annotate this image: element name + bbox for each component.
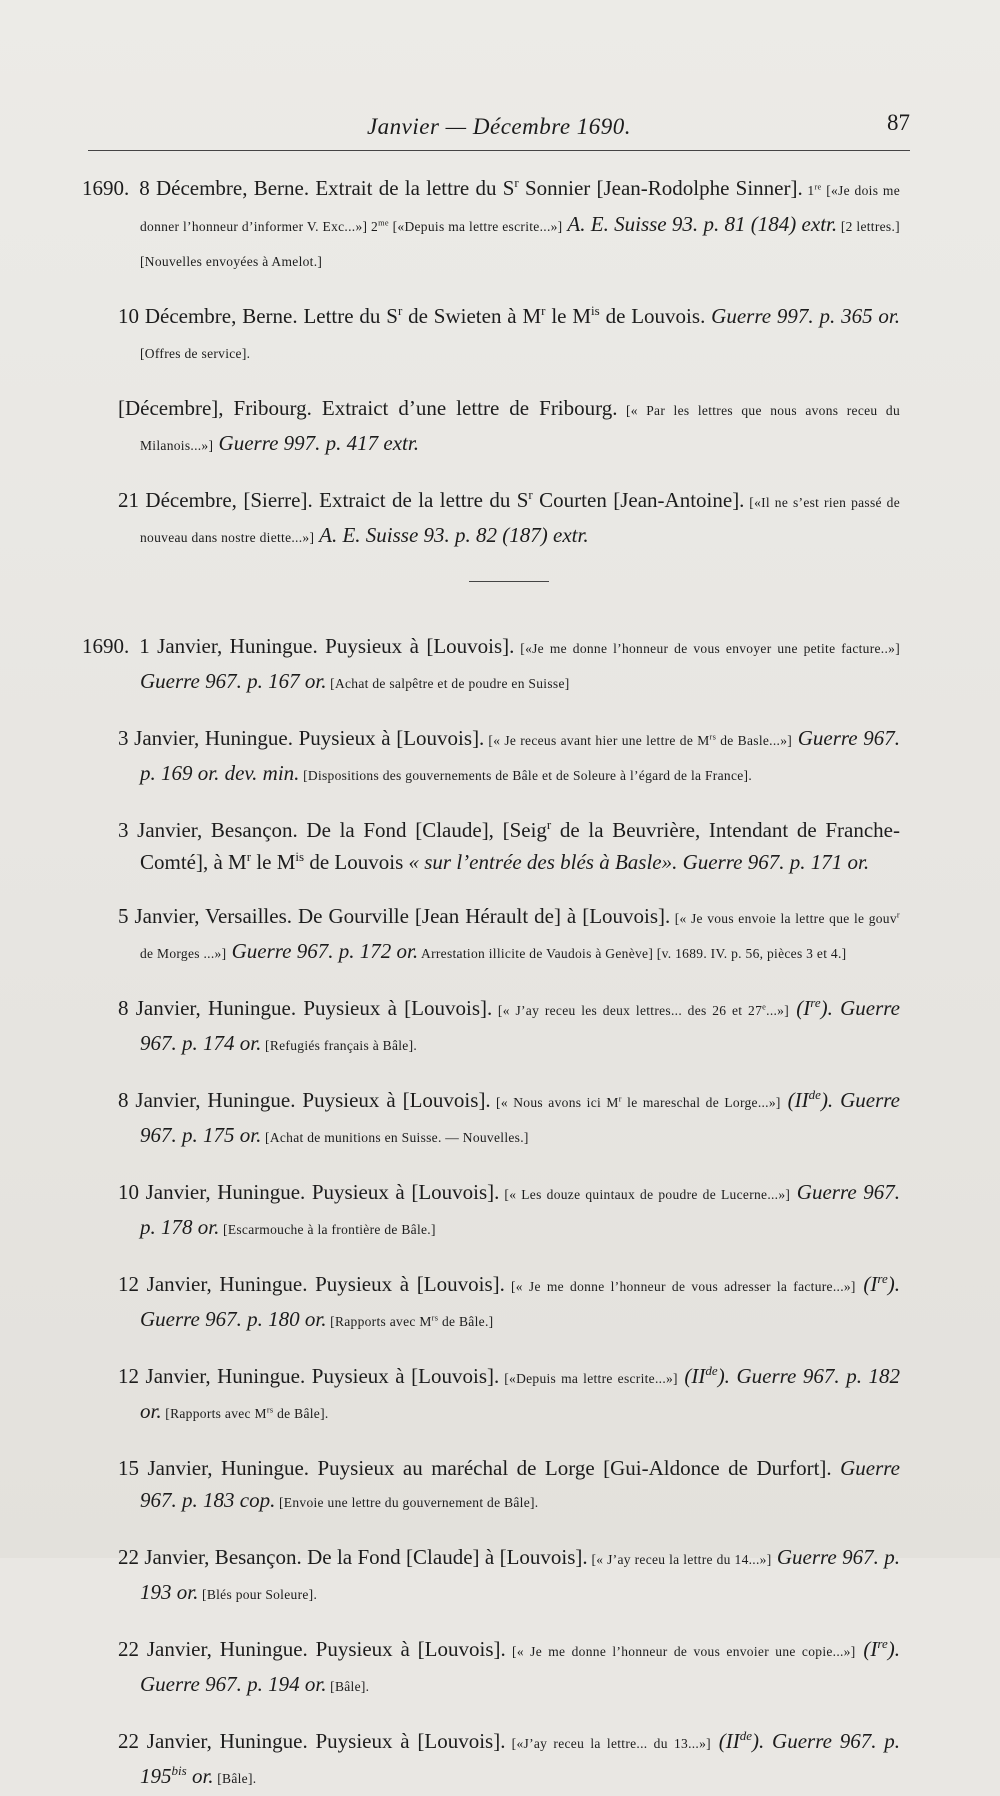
running-title: Janvier — Décembre 1690.: [366, 114, 632, 139]
entry: 22 Janvier, Huningue. Puysieux à [Louvois]. [«J’ay receu la lettre... du 13...»] (IIde). Guerre 967. p. $195^{bis}$ or. [Bâle].: [118, 1727, 900, 1788]
entry: 8 Janvier, Huningue. Puysieux à [Louvois]. [« Nous avons ici $M^r$ le mareschal de Lorge...»] (IIde). Guerre 967. p. 175 or. [Achat de munitions en Suisse. — Nouvelles.]: [118, 1086, 900, 1147]
year-label: 1690.: [82, 633, 130, 658]
entry: 10 Décembre, Berne. Lettre du $S^r$ de Swieten à $M^r$ le $M^{is}$ de Louvois. Guerre 997. p. 365 or. [Offres de service].: [118, 302, 901, 361]
entry: 1690. 8 Décembre, Berne. Extrait de la lettre du $S^r$ Sonnier [Jean-Rodolphe Sinner]. 1re [«Je dois me donner l’honneur d’informer V. Exc...»] $2^{me}$ [«Depuis ma lettre escrite...»] A. E. Suisse 93. p. 81 (184) extr. [2 lettres.] [Nouvelles envoyées à Amelot.]: [82, 175, 900, 269]
entry: [Décembre], Fribourg. Extraict d’une lettre de Fribourg. [« Par les lettres que nous avons receu du Milanois...»] Guerre 997. p. 417 extr.: [118, 395, 900, 455]
entry: 21 Décembre, [Sierre]. Extraict de la lettre du $S^r$ Courten [Jean-Antoine]. [«Il ne s’est rien passé de nouveau dans nostre diette...»] A. E. Suisse 93. p. 82 (187) extr.: [118, 486, 900, 547]
entry: 3 Janvier, Huningue. Puysieux à [Louvois]. [« Je receus avant hier une lettre de $M^{rs}$ de Basle...»] Guerre 967. p. 169 or. dev. min. [Dispositions des gouvernements de Bâle et de Soleure à l’égard de la France].: [118, 725, 900, 785]
section-decembre: [82, 172, 901, 555]
year-label: 1690.: [82, 176, 130, 200]
entry: 12 Janvier, Huningue. Puysieux à [Louvois]. [« Je me donne l’honneur de vous adresser la facture...»] (Ire). Guerre 967. p. 180 or. [Rapports avec $M^{rs}$ de Bâle.]: [118, 1270, 900, 1331]
entry: 8 Janvier, Huningue. Puysieux à [Louvois]. [« J’ay receu les deux lettres... des 26 et 27e...»] (Ire). Guerre 967. p. 174 or. [Refugiés français à Bâle].: [118, 994, 900, 1055]
entry: 22 Janvier, Huningue. Puysieux à [Louvois]. [« Je me donne l’honneur de vous envoier une copie...»] (Ire). Guerre 967. p. 194 or. [Bâle].: [118, 1635, 900, 1696]
entry: 22 Janvier, Besançon. De la Fond [Claude] à [Louvois]. [« J’ay receu la lettre du 14...»] Guerre 967. p. 193 or. [Blés pour Soleure].: [118, 1544, 900, 1604]
section-janvier: [82, 630, 900, 1796]
entry: 5 Janvier, Versailles. De Gourville [Jean Hérault de] à [Louvois]. [« Je vous envoie la lettre que le gouv$^r$ de Morges ...»] Guerre 967. p. 172 or. Arrestation illicite de Vaudois à Genève] [v. 1689. IV. p. 56, pièces 3 et 4.]: [118, 903, 900, 963]
section-divider: [469, 581, 549, 582]
entry: 15 Janvier, Huningue. Puysieux au maréchal de Lorge [Gui-Aldonce de Durfort]. Guerre 967. p. 183 cop. [Envoie une lettre du gouvernement de Bâle].: [118, 1455, 900, 1512]
entry: 12 Janvier, Huningue. Puysieux à [Louvois]. [«Depuis ma lettre escrite...»] (IIde). Guerre 967. p. 182 or. [Rapports avec $M^{rs}$ de Bâle].: [118, 1362, 900, 1423]
entry: 3 Janvier, Besançon. De la Fond [Claude], [Seig$^r$ de la Beuvrière, Intendant de Franche-Comté], à $M^r$ le $M^{is}$ de Louvois « sur l’entrée des blés à Basle». Guerre 967. p. 171 or.: [118, 816, 900, 874]
page-number: 87: [887, 110, 910, 135]
entry: 1690. 1 Janvier, Huningue. Puysieux à [Louvois]. [«Je me donne l’honneur de vous envoyer une petite facture..»] Guerre 967. p. 167 or. [Achat de salpêtre et de poudre en Suisse]: [82, 633, 900, 693]
page-header: [88, 110, 910, 151]
entry: 10 Janvier, Huningue. Puysieux à [Louvois]. [« Les douze quintaux de poudre de Lucerne...»] Guerre 967. p. 178 or. [Escarmouche à la frontière de Bâle.]: [118, 1179, 900, 1239]
